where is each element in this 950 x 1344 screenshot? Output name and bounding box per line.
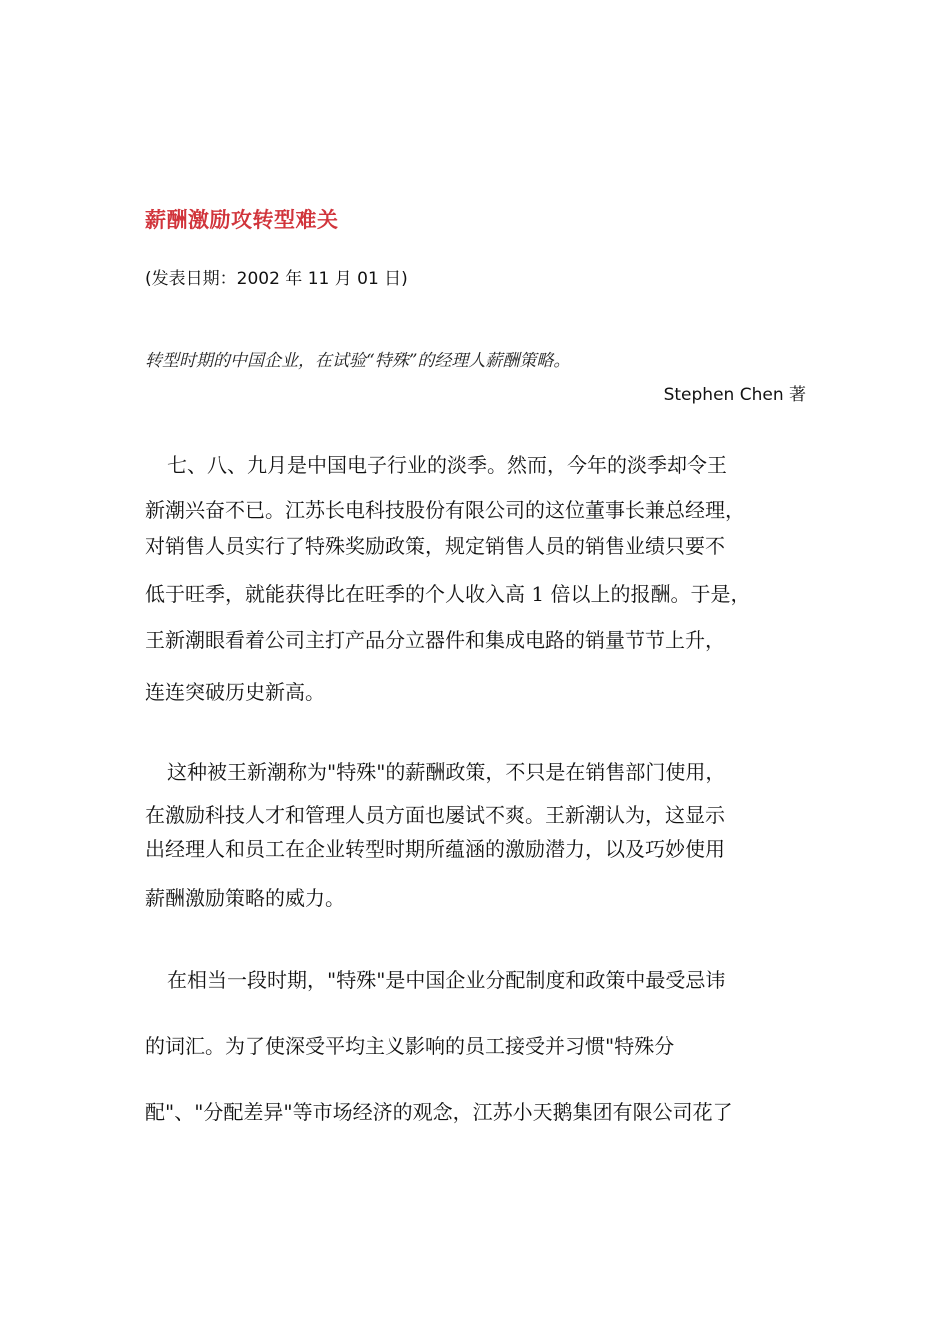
paragraph-3-line-2: 的词汇。为了使深受平均主义影响的员工接受并习惯"特殊分 <box>145 1034 675 1058</box>
paragraph-2-line-1: 这种被王新潮称为"特殊"的薪酬政策，不只是在销售部门使用， <box>167 760 726 784</box>
publish-date: (发表日期：2002 年 11 月 01 日) <box>145 269 408 289</box>
paragraph-2-line-4: 薪酬激励策略的威力。 <box>145 886 345 910</box>
paragraph-1-line-6: 连连突破历史新高。 <box>145 680 325 704</box>
paragraph-3-line-1: 在相当一段时期，"特殊"是中国企业分配制度和政策中最受忌讳 <box>167 968 726 992</box>
paragraph-1-line-1: 七、八、九月是中国电子行业的淡季。然而，今年的淡季却令王 <box>167 453 727 477</box>
paragraph-1-line-5: 王新潮眼看着公司主打产品分立器件和集成电路的销量节节上升， <box>145 628 725 652</box>
article-subtitle: 转型时期的中国企业，在试验“特殊”的经理人薪酬策略。 <box>145 351 571 371</box>
paragraph-2-line-2: 在激励科技人才和管理人员方面也屡试不爽。王新潮认为，这显示 <box>145 803 725 827</box>
paragraph-1-line-2: 新潮兴奋不已。江苏长电科技股份有限公司的这位董事长兼总经理， <box>145 498 745 522</box>
paragraph-1-line-4: 低于旺季，就能获得比在旺季的个人收入高 1 倍以上的报酬。于是， <box>145 582 751 606</box>
article-title: 薪酬激励攻转型难关 <box>145 207 339 232</box>
article-author: Stephen Chen 著 <box>663 385 806 405</box>
paragraph-3-line-3: 配"、"分配差异"等市场经济的观念，江苏小天鹅集团有限公司花了 <box>145 1100 733 1124</box>
paragraph-2-line-3: 出经理人和员工在企业转型时期所蕴涵的激励潜力，以及巧妙使用 <box>145 837 725 861</box>
paragraph-1-line-3: 对销售人员实行了特殊奖励政策，规定销售人员的销售业绩只要不 <box>145 534 725 558</box>
